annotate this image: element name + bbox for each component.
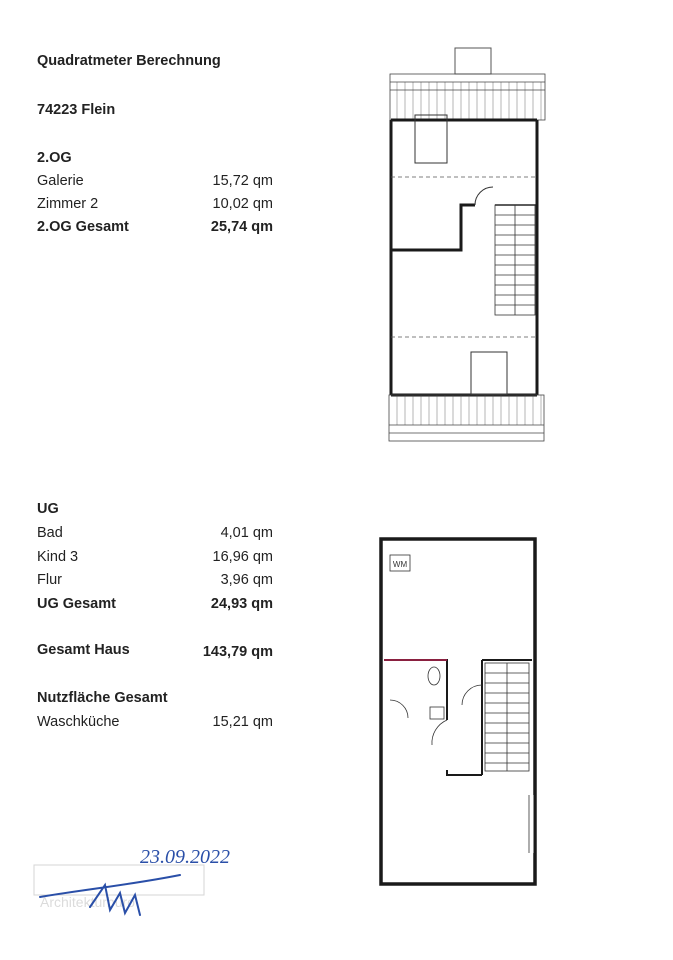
house-total-label: Gesamt Haus: [37, 642, 130, 658]
og2-row-value: 10,02 qm: [212, 196, 273, 212]
house-total-value: 143,79 qm: [202, 644, 273, 660]
ug-row-value: 4,01 qm: [220, 525, 273, 541]
ug-heading: UG: [37, 501, 59, 517]
og2-row-value: 15,72 qm: [212, 173, 273, 189]
washing-machine-label: WM: [392, 560, 408, 569]
roof-window-top: [390, 74, 545, 120]
page-title: Quadratmeter Berechnung: [37, 53, 221, 69]
stairs: [485, 663, 529, 771]
og2-row-label: Zimmer 2: [37, 196, 99, 212]
og2-total-value: 25,74 qm: [210, 219, 273, 235]
usable-heading: Nutzfläche Gesamt: [37, 690, 168, 706]
roof-window-bottom: [389, 395, 544, 441]
ug-total-label: UG Gesamt: [37, 596, 116, 612]
signature-date: 23.09.2022: [140, 846, 230, 868]
floor-plan-ug: [372, 535, 547, 890]
toilet-icon: [428, 667, 440, 685]
stamp-text: Architekturbüro: [40, 894, 135, 910]
signature-area: [30, 835, 260, 945]
usable-row-value: 15,21 qm: [212, 714, 273, 730]
og2-row-label: Galerie: [37, 173, 84, 189]
company-stamp: [34, 865, 204, 910]
floor-plan-og2: [375, 40, 550, 450]
ug-total-value: 24,93 qm: [210, 596, 273, 612]
ug-row-value: 16,96 qm: [212, 549, 273, 565]
sink-icon: [430, 707, 444, 719]
plan-walls: [381, 539, 535, 884]
usable-row-label: Waschküche: [37, 714, 120, 730]
ug-row-label: Flur: [37, 572, 62, 588]
og2-total-label: 2.OG Gesamt: [37, 219, 129, 235]
ug-row-value: 3,96 qm: [220, 572, 273, 588]
address: 74223 Flein: [37, 102, 116, 118]
stairs: [495, 205, 535, 315]
ug-row-label: Bad: [37, 525, 63, 541]
og2-heading: 2.OG: [37, 150, 72, 166]
ug-row-label: Kind 3: [37, 549, 79, 565]
